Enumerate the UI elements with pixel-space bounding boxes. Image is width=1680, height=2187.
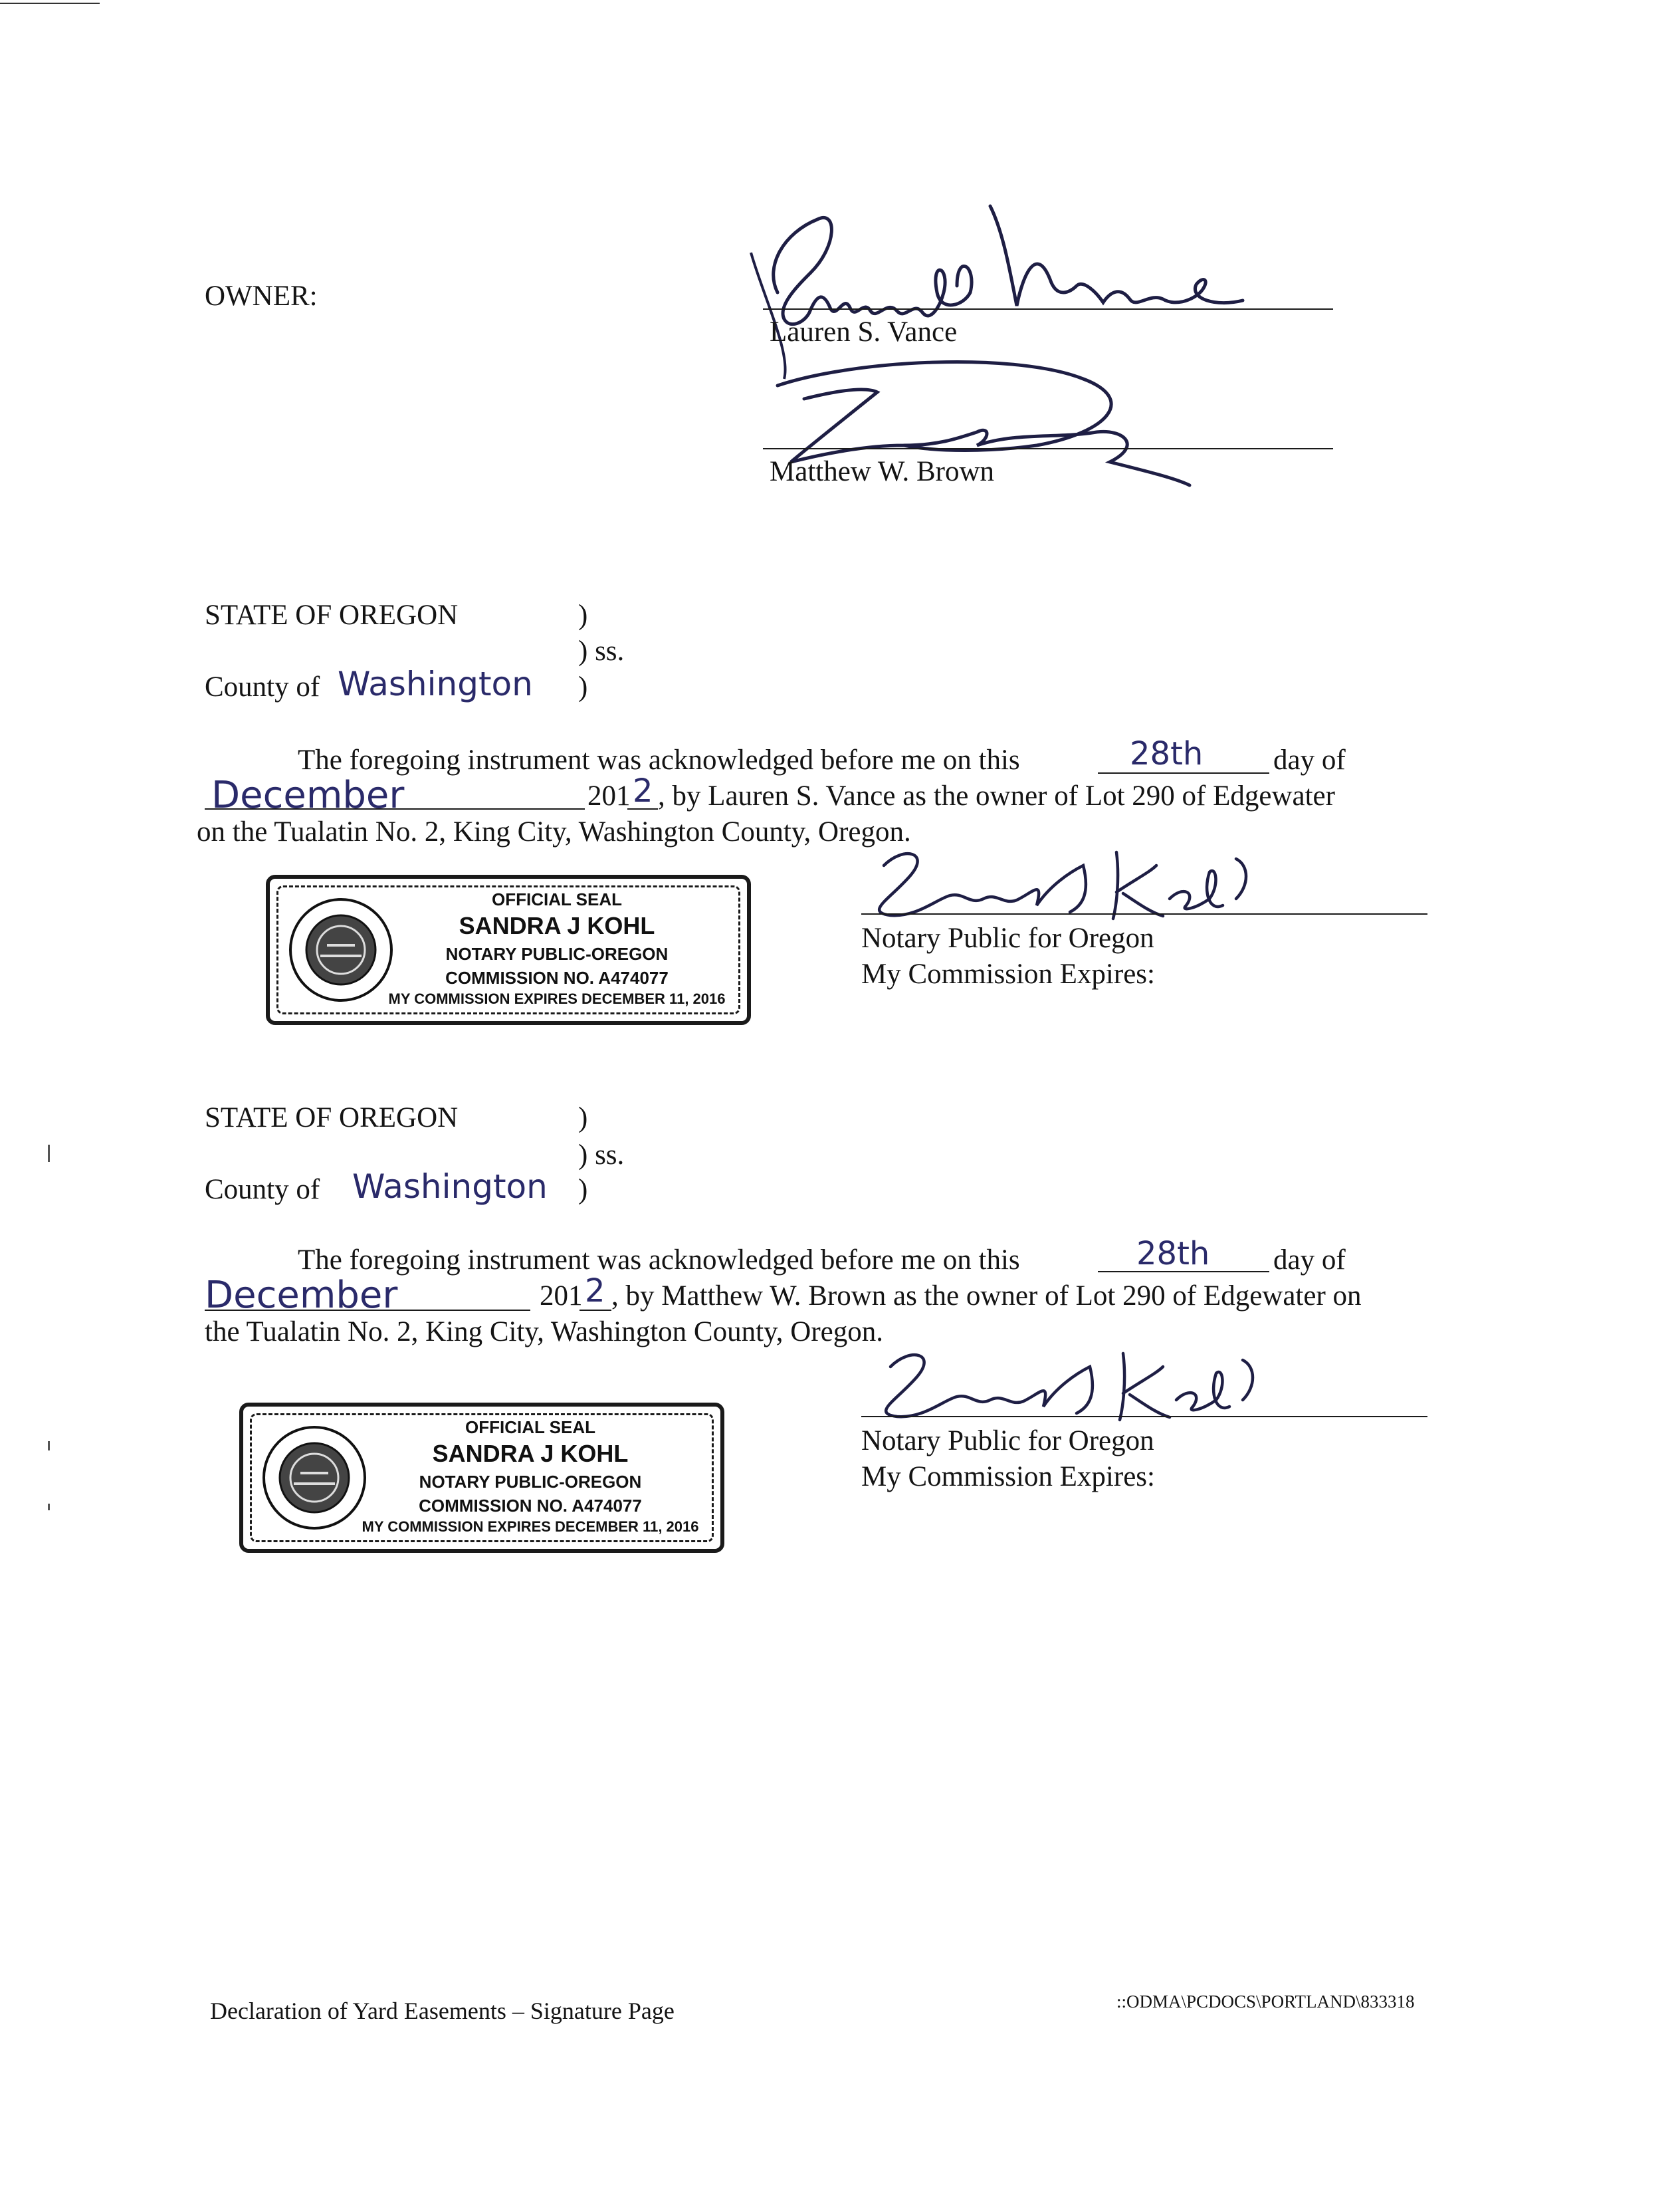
seal-line-official: OFFICIAL SEAL (465, 1417, 595, 1437)
venue-paren-1a: ) (578, 600, 588, 631)
day-blank-line-2 (1098, 1271, 1269, 1272)
seal-line-title: NOTARY PUBLIC-OREGON (445, 944, 669, 964)
scan-margin-mark (48, 1441, 50, 1450)
ack-text-2a: The foregoing instrument was acknowledged before me on this (298, 1244, 1020, 1276)
seal-line-commission: COMMISSION NO. A474077 (445, 968, 669, 988)
ack-text-1a: The foregoing instrument was acknowledged before me on this (298, 745, 1020, 776)
seal-line-expires: MY COMMISSION EXPIRES DECEMBER 11, 2016 (362, 1518, 699, 1535)
month-blank-line-1 (205, 808, 585, 810)
ack-text-2b: day of (1273, 1244, 1346, 1276)
month-blank-line-2 (205, 1310, 530, 1311)
venue-ss-2: ) ss. (578, 1139, 625, 1171)
notary-signature-line-2 (861, 1416, 1427, 1417)
venue-paren-1c: ) (578, 671, 588, 703)
scan-edge-line (0, 3, 100, 4)
county-label-1: County of (205, 671, 320, 703)
year-blank-line-1 (627, 808, 658, 810)
owner-label: OWNER: (205, 281, 318, 312)
commission-label-1: My Commission Expires: (861, 959, 1155, 990)
state-heading-2: STATE OF OREGON (205, 1102, 459, 1133)
commission-label-2: My Commission Expires: (861, 1461, 1155, 1492)
county-label-2: County of (205, 1174, 320, 1205)
month-handwritten-2: December (205, 1274, 398, 1317)
venue-paren-2c: ) (578, 1174, 588, 1205)
ack-text-1d: on the Tualatin No. 2, King City, Washington County, Oregon. (197, 816, 911, 848)
seal-line-expires: MY COMMISSION EXPIRES DECEMBER 11, 2016 (388, 990, 726, 1007)
county-handwritten-2: Washington (352, 1167, 548, 1206)
ack-text-2c: , by Matthew W. Brown as the owner of Lot 290 of Edgewater on (611, 1280, 1362, 1312)
ack-text-1b: day of (1273, 745, 1346, 776)
footer-document-path: ::ODMA\PCDOCS\PORTLAND\833318 (1116, 1992, 1415, 2012)
venue-ss-1: ) ss. (578, 635, 625, 667)
signature-line-matthew (763, 448, 1333, 449)
notary-title-2: Notary Public for Oregon (861, 1425, 1154, 1456)
seal-line-commission: COMMISSION NO. A474077 (419, 1496, 642, 1516)
venue-paren-2a: ) (578, 1102, 588, 1133)
notary-seal-2 (239, 1403, 724, 1553)
seal-line-name: SANDRA J KOHL (432, 1440, 629, 1467)
seal-line-official: OFFICIAL SEAL (492, 889, 622, 909)
seal-line-title: NOTARY PUBLIC-OREGON (419, 1472, 642, 1492)
day-handwritten-2: 28th (1136, 1235, 1210, 1272)
month-handwritten-1: December (211, 774, 405, 817)
signer-name-lauren: Lauren S. Vance (770, 316, 958, 348)
seal-line-name: SANDRA J KOHL (459, 912, 655, 939)
signature-notary-2 (857, 1340, 1269, 1427)
day-handwritten-1: 28th (1130, 735, 1204, 772)
year-blank-line-2 (579, 1310, 611, 1311)
scan-margin-mark (48, 1145, 50, 1162)
notary-signature-line-1 (861, 913, 1427, 915)
state-heading-1: STATE OF OREGON (205, 600, 459, 631)
ack-text-1c: , by Lauren S. Vance as the owner of Lot 290 of Edgewater (658, 780, 1335, 812)
year-handwritten-2: 2 (585, 1272, 605, 1310)
notary-title-1: Notary Public for Oregon (861, 923, 1154, 954)
signature-notary-1 (851, 839, 1263, 925)
notary-seal-1 (266, 875, 751, 1025)
footer-document-title: Declaration of Yard Easements – Signature Page (210, 1998, 675, 2024)
signer-name-matthew: Matthew W. Brown (770, 456, 995, 487)
ack-text-2d: the Tualatin No. 2, King City, Washington County, Oregon. (205, 1316, 883, 1347)
scan-margin-mark (48, 1504, 50, 1510)
year-prefix-2: 201 (540, 1280, 583, 1312)
year-prefix-1: 201 (587, 780, 631, 812)
signature-line-lauren (763, 308, 1333, 310)
day-blank-line-1 (1098, 772, 1269, 774)
county-handwritten-1: Washington (338, 665, 533, 703)
year-handwritten-1: 2 (633, 772, 653, 810)
